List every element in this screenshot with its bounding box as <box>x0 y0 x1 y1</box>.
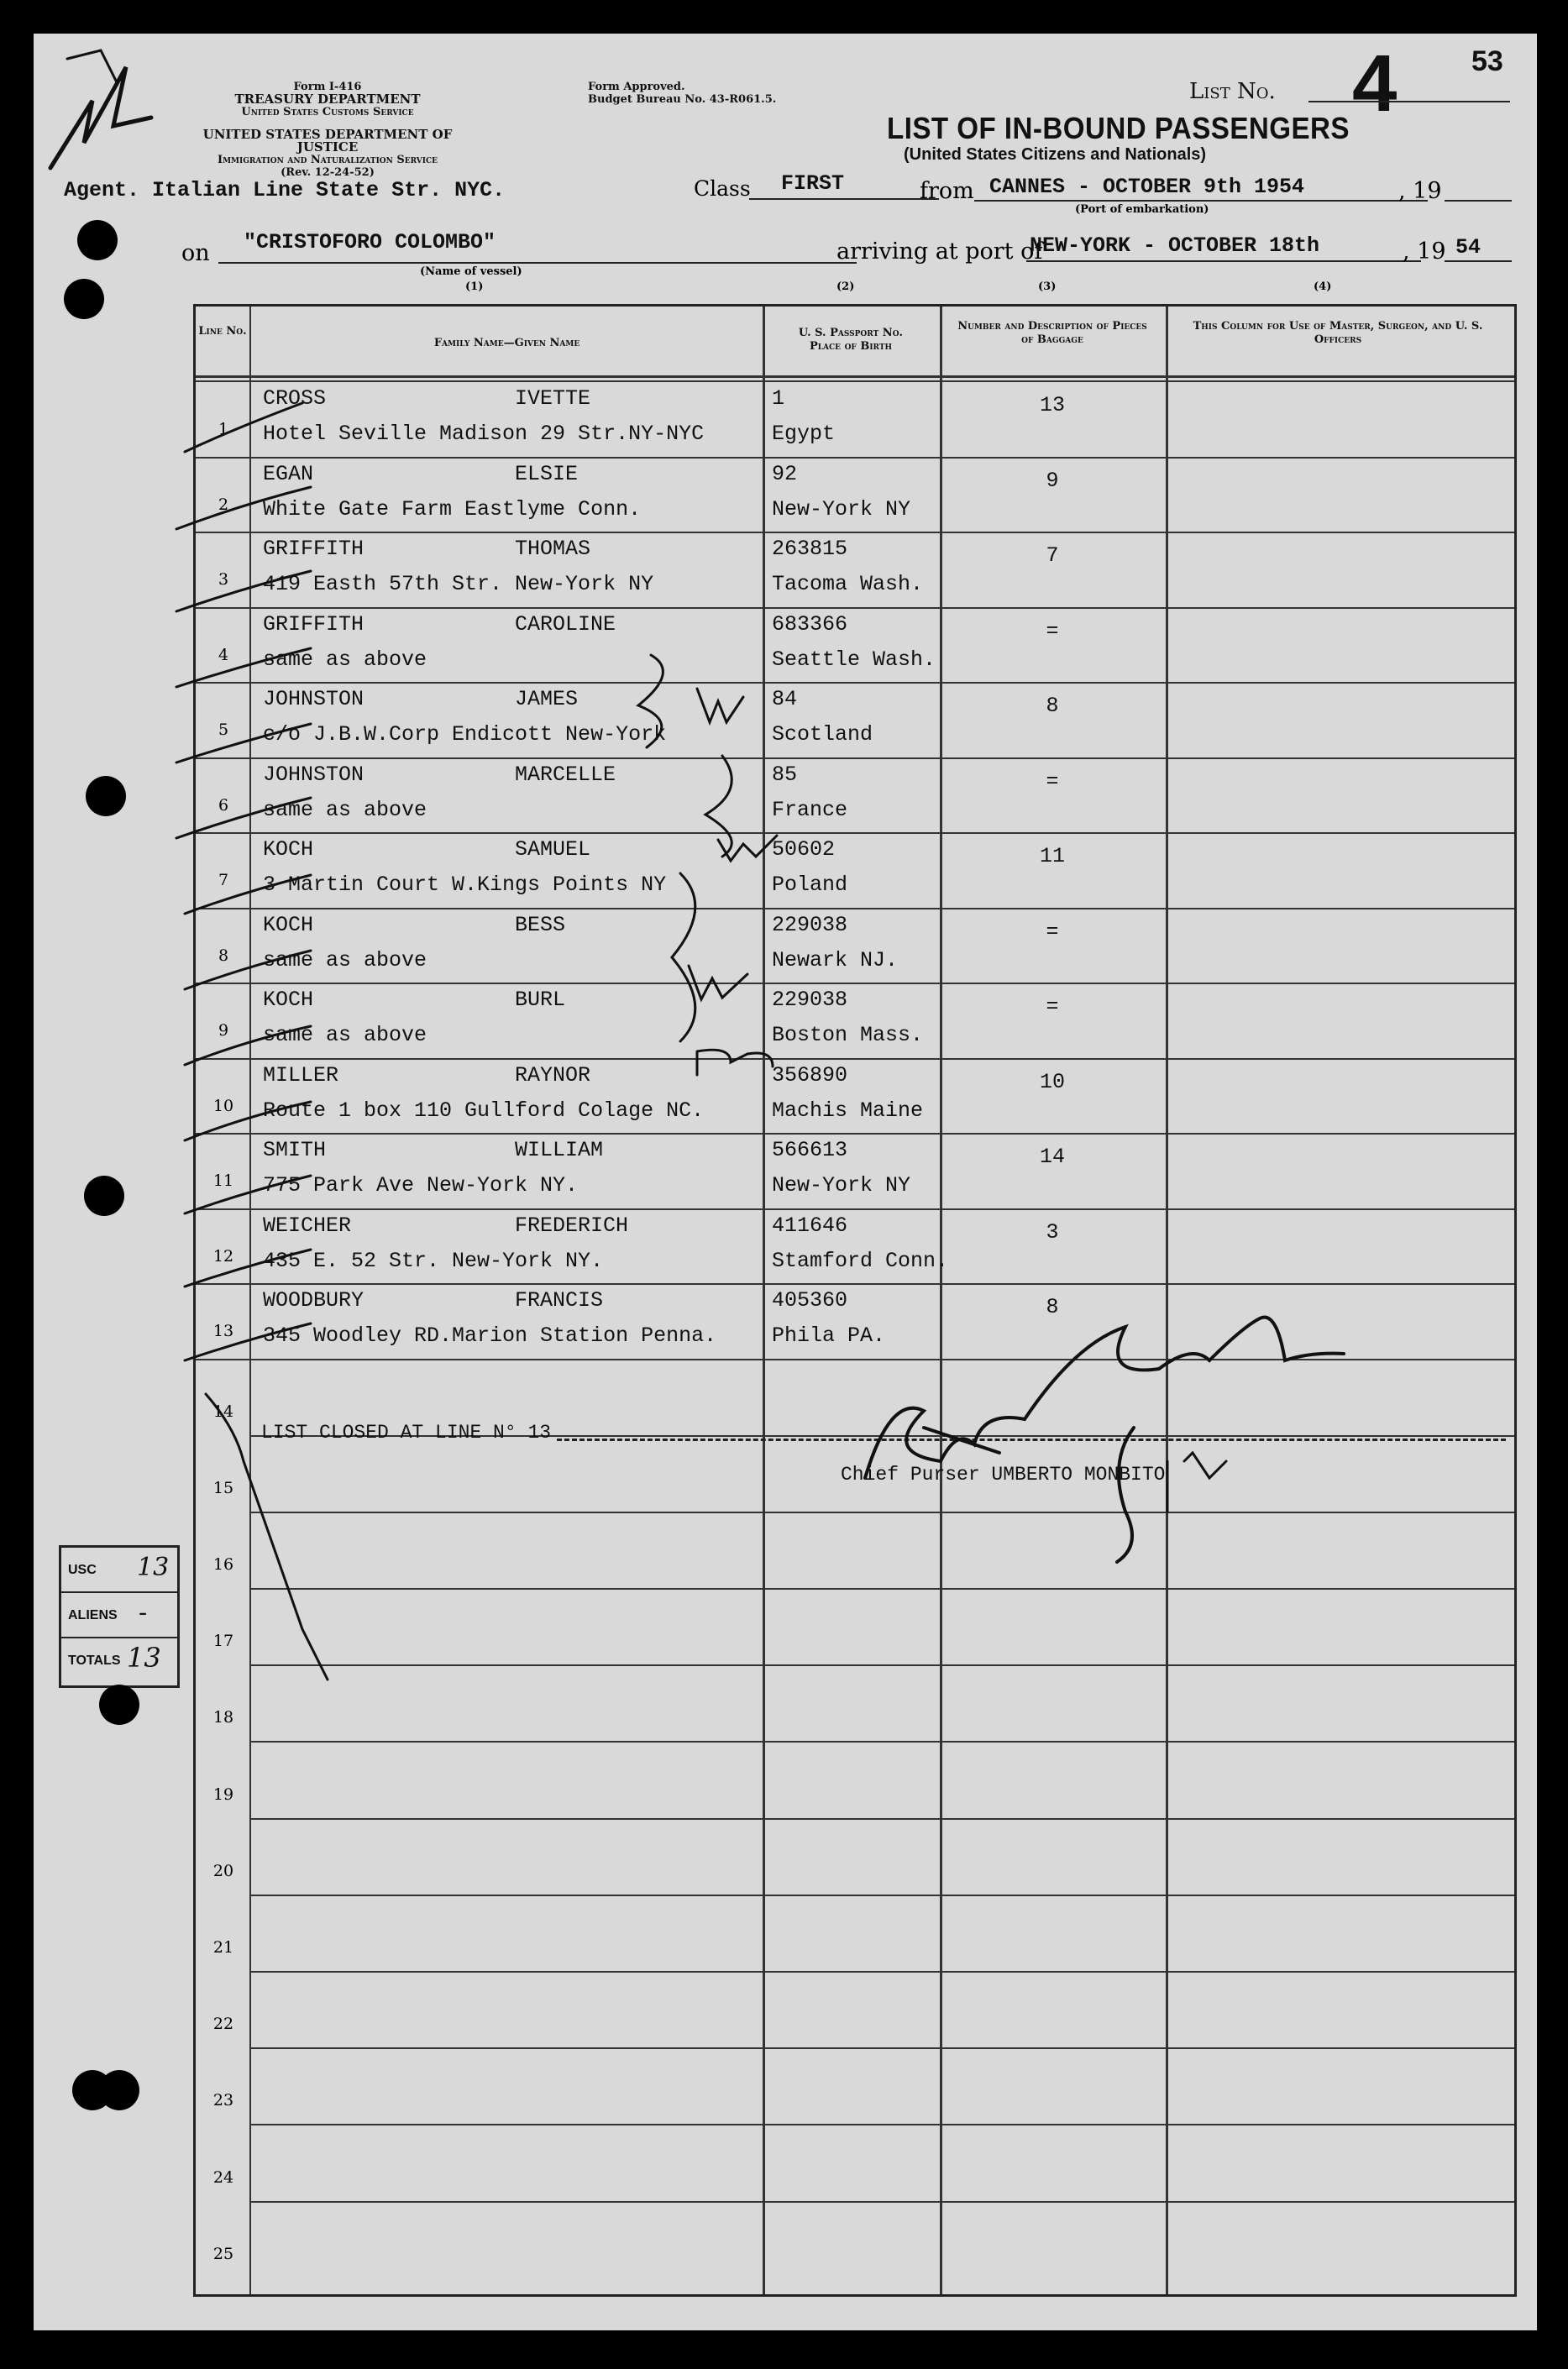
baggage-count: 11 <box>1039 844 1065 868</box>
page-number: 53 <box>1471 45 1503 77</box>
family-name: GRIFFITH <box>263 537 364 561</box>
passport-number: 50602 <box>772 837 836 862</box>
port-embark-caption: (Port of embarkation) <box>1075 203 1209 216</box>
line-number: 1 <box>218 420 229 438</box>
family-name: WOODBURY <box>263 1288 364 1313</box>
address: Hotel Seville Madison 29 Str.NY-NYC <box>263 422 705 446</box>
header-baggage: Number and Description of Pieces of Baggage <box>957 320 1147 346</box>
line-number: 12 <box>212 1246 234 1266</box>
list-closed-text: LIST CLOSED AT LINE N° 13 <box>261 1422 552 1444</box>
given-name: CAROLINE <box>515 611 616 637</box>
address: 419 Easth 57th Str. New-York NY <box>263 572 654 596</box>
line-number: 19 <box>212 1785 234 1804</box>
subtitle: (United States Citizens and Nationals) <box>904 145 1207 164</box>
col-number-3: (3) <box>1038 280 1057 293</box>
place-of-birth: Newark NJ. <box>772 947 899 972</box>
given-name: WILLIAM <box>515 1138 604 1162</box>
family-name: JOHNSTON <box>263 687 364 711</box>
baggage-count: = <box>1046 768 1059 794</box>
line-number: 25 <box>212 2244 234 2263</box>
totals-value: 13 <box>127 1642 161 1674</box>
line-number: 22 <box>212 2015 234 2034</box>
place-of-birth: Poland <box>772 873 848 897</box>
treasury-department: TREASURY DEPARTMENT <box>234 92 421 107</box>
budget-bureau: Budget Bureau No. 43-R061.5. <box>588 93 777 106</box>
on-label: on <box>181 240 210 266</box>
passenger-manifest-sheet <box>34 34 1537 2330</box>
baggage-count: 8 <box>1046 694 1059 718</box>
address: c/o J.B.W.Corp Endicott New-York <box>263 722 667 747</box>
baggage-count: = <box>1046 618 1059 643</box>
line-number: 5 <box>218 721 229 739</box>
family-name: CROSS <box>263 386 327 411</box>
family-name: KOCH <box>263 912 314 937</box>
given-name: BURL <box>515 988 566 1012</box>
justice-department: UNITED STATES DEPARTMENT OF JUSTICE <box>202 127 453 155</box>
baggage-count: 14 <box>1039 1145 1065 1169</box>
header-officers: This Column for Use of Master, Surgeon, and U. S. Officers <box>1193 320 1483 346</box>
passport-number: 229038 <box>772 988 848 1012</box>
passport-number: 683366 <box>772 611 848 637</box>
given-name: SAMUEL <box>515 837 591 862</box>
header-passport: U. S. Passport No. Place of Birth <box>798 327 904 353</box>
given-name: RAYNOR <box>515 1062 591 1088</box>
line-number: 23 <box>212 2091 234 2110</box>
class-label: Class <box>694 176 751 201</box>
list-no-label: List No. <box>1189 79 1276 104</box>
address: same as above <box>263 797 427 822</box>
baggage-count: 13 <box>1039 393 1065 417</box>
arrival-year-prefix: , 19 <box>1403 238 1446 265</box>
passport-number: 84 <box>772 687 798 711</box>
place-of-birth: France <box>772 797 848 822</box>
given-name: THOMAS <box>515 537 591 561</box>
handwritten-annotations <box>34 34 1537 2330</box>
line-number: 17 <box>212 1632 234 1651</box>
address: 435 E. 52 Str. New-York NY. <box>263 1248 604 1273</box>
family-name: KOCH <box>263 837 314 862</box>
header-line-no: Line No. <box>198 325 247 338</box>
chief-purser: Chief Purser UMBERTO MONBITO <box>841 1464 1166 1486</box>
family-name: SMITH <box>263 1138 327 1162</box>
given-name: FRANCIS <box>515 1288 604 1313</box>
passport-number: 356890 <box>772 1062 848 1088</box>
place-of-birth: Machis Maine <box>772 1098 924 1123</box>
port-of-embarkation: CANNES - OCTOBER 9th 1954 <box>989 175 1305 199</box>
given-name: MARCELLE <box>515 762 616 787</box>
line-number: 11 <box>212 1171 234 1190</box>
given-name: JAMES <box>515 687 579 711</box>
place-of-birth: Phila PA. <box>772 1323 886 1348</box>
arrival-year: 54 <box>1455 235 1481 259</box>
line-number: 2 <box>218 495 229 514</box>
agent-line: Agent. Italian Line State Str. NYC. <box>64 178 506 202</box>
line-number: 18 <box>212 1708 234 1727</box>
main-title: LIST OF IN-BOUND PASSENGERS <box>887 111 1350 145</box>
place-of-birth: Scotland <box>772 722 873 747</box>
col-number-4: (4) <box>1314 280 1332 293</box>
passport-number: 263815 <box>772 537 848 561</box>
given-name: ELSIE <box>515 461 579 486</box>
place-of-birth: New-York NY <box>772 496 911 521</box>
family-name: GRIFFITH <box>263 611 364 637</box>
family-name: JOHNSTON <box>263 762 364 787</box>
address: same as above <box>263 947 427 972</box>
line-number: 3 <box>218 570 229 589</box>
place-of-birth: Stamford Conn. <box>772 1248 949 1273</box>
baggage-count: 7 <box>1046 543 1059 568</box>
customs-service: United States Customs Service <box>241 106 414 118</box>
address: same as above <box>263 647 427 672</box>
line-number: 20 <box>212 1861 234 1880</box>
baggage-count: 3 <box>1046 1219 1059 1245</box>
col-number-2: (2) <box>836 280 855 293</box>
col-number-1: (1) <box>465 280 484 293</box>
family-name: EGAN <box>263 461 314 486</box>
line-number: 13 <box>212 1322 234 1340</box>
list-number: 4 <box>1352 39 1398 128</box>
passport-number: 566613 <box>772 1138 848 1162</box>
line-number: 8 <box>218 946 229 965</box>
header-name: Family Name—Given Name <box>433 337 580 349</box>
line-number: 7 <box>218 871 229 889</box>
from-label: from <box>920 178 974 204</box>
place-of-birth: Seattle Wash. <box>772 647 936 672</box>
baggage-count: 10 <box>1039 1069 1065 1094</box>
class-value: FIRST <box>781 171 845 196</box>
year-prefix: , 19 <box>1398 178 1442 204</box>
passport-number: 92 <box>772 461 798 486</box>
given-name: IVETTE <box>515 386 591 411</box>
place-of-birth: Egypt <box>772 422 836 446</box>
aliens-label: ALIENS <box>68 1608 118 1622</box>
address: 775 Park Ave New-York NY. <box>263 1173 579 1198</box>
baggage-count: = <box>1046 994 1059 1019</box>
baggage-count: = <box>1046 919 1059 944</box>
form-revision: (Rev. 12-24-52) <box>281 166 375 179</box>
line-number: 14 <box>212 1402 234 1421</box>
passport-number: 229038 <box>772 912 848 937</box>
line-number: 6 <box>218 795 229 815</box>
address: same as above <box>263 1023 427 1047</box>
address: Route 1 box 110 Gullford Colage NC. <box>263 1098 705 1123</box>
baggage-count: 8 <box>1046 1295 1059 1319</box>
line-number: 16 <box>212 1554 234 1574</box>
family-name: MILLER <box>263 1062 339 1088</box>
passport-number: 85 <box>772 762 798 787</box>
place-of-birth: Boston Mass. <box>772 1023 924 1047</box>
given-name: FREDERICH <box>515 1213 629 1238</box>
place-of-birth: Tacoma Wash. <box>772 572 924 596</box>
line-number: 4 <box>218 645 229 664</box>
vessel-name: "CRISTOFORO COLOMBO" <box>244 230 496 254</box>
usc-value: 13 <box>137 1553 170 1582</box>
line-number: 9 <box>218 1021 229 1040</box>
place-of-birth: New-York NY <box>772 1173 911 1198</box>
line-number: 15 <box>212 1478 234 1497</box>
passport-number: 1 <box>772 386 785 411</box>
given-name: BESS <box>515 912 566 937</box>
line-number: 24 <box>212 2167 234 2187</box>
form-approved: Form Approved. <box>588 81 685 93</box>
passport-number: 405360 <box>772 1288 848 1313</box>
totals-label: TOTALS <box>68 1654 121 1668</box>
immigration-service: Immigration and Naturalization Service <box>217 154 438 166</box>
aliens-value: - <box>139 1598 148 1627</box>
usc-label: USC <box>68 1563 97 1577</box>
baggage-count: 9 <box>1046 468 1059 493</box>
address: 3 Martin Court W.Kings Points NY <box>263 873 667 897</box>
address: White Gate Farm Eastlyme Conn. <box>263 496 642 521</box>
address: 345 Woodley RD.Marion Station Penna. <box>263 1323 717 1348</box>
line-number: 21 <box>212 1937 234 1957</box>
port-of-arrival: NEW-YORK - OCTOBER 18th <box>1030 233 1320 258</box>
family-name: KOCH <box>263 988 314 1012</box>
family-name: WEICHER <box>263 1213 352 1238</box>
arriving-label: arriving at port of <box>836 238 1043 265</box>
line-number: 10 <box>212 1096 234 1115</box>
passport-number: 411646 <box>772 1213 848 1238</box>
vessel-caption: (Name of vessel) <box>420 265 522 278</box>
form-number: Form I-416 <box>293 81 362 93</box>
